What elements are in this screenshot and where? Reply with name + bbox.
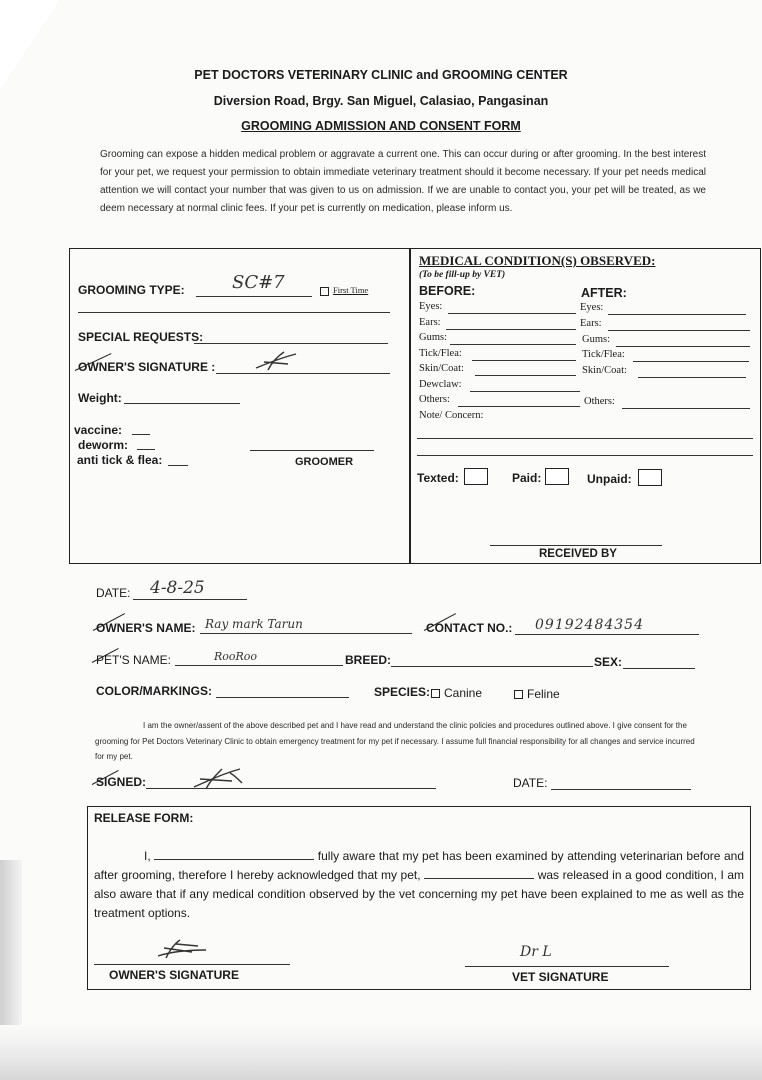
note-field-2[interactable] <box>417 455 753 456</box>
paid-label: Paid: <box>512 471 542 485</box>
release-pet-field[interactable] <box>424 867 534 879</box>
intro-paragraph: Grooming can expose a hidden medical problem or aggravate a current one. This can occur during or after grooming. In the best interest for your pet, we request your permission to obtain immediate veterinary treatment should it become necessary. If your pet needs medical attention we will contact your number that was given to us on admission. If we are unable to contact you, your pet will be treated, as we deem necessary at normal clinic fees. If your pet is currently on medication, please inform us. <box>100 149 706 214</box>
release-paragraph <box>94 847 744 923</box>
received-by-label: RECEIVED BY <box>539 548 617 560</box>
before-others-field[interactable] <box>458 406 580 407</box>
species-label: SPECIES: <box>374 685 431 699</box>
canine-option[interactable] <box>431 686 482 700</box>
before-label: BEFORE: <box>419 284 476 298</box>
feline-label: Feline <box>527 687 560 701</box>
first-time-checkbox[interactable] <box>320 285 368 296</box>
owner-name-field[interactable] <box>200 633 412 634</box>
anti-tick-label: anti tick & flea: <box>77 453 163 467</box>
after-tick-field[interactable] <box>633 361 749 362</box>
groomer-label: GROOMER <box>295 456 354 468</box>
vaccine-label: vaccine: <box>74 423 123 437</box>
sex-label: SEX: <box>594 655 623 669</box>
medical-title: MEDICAL CONDITION(S) OBSERVED: <box>419 253 656 268</box>
grooming-type-field-2[interactable] <box>78 312 390 313</box>
after-tick-label: Tick/Flea: <box>582 349 625 360</box>
before-eyes-label: Eyes: <box>419 301 443 312</box>
special-requests-label: SPECIAL REQUESTS: <box>78 330 204 344</box>
before-others-label: Others: <box>419 394 450 405</box>
after-gums-label: Gums: <box>582 334 611 345</box>
medical-subtitle: (To be fill-up by VET) <box>419 270 506 280</box>
pet-name-field[interactable] <box>175 665 343 666</box>
feline-option[interactable] <box>514 687 560 701</box>
after-skin-label: Skin/Coat: <box>582 365 627 376</box>
signed-date-field[interactable] <box>551 789 691 790</box>
after-eyes-label: Eyes: <box>580 302 604 313</box>
texted-checkbox[interactable] <box>464 468 488 485</box>
release-owner-field[interactable] <box>94 964 290 965</box>
pet-name-value: RooRoo <box>214 650 258 663</box>
after-skin-field[interactable] <box>638 377 746 378</box>
release-name-field[interactable] <box>154 848 314 860</box>
sex-field[interactable] <box>623 668 695 669</box>
contact-field[interactable] <box>515 634 699 635</box>
date-field[interactable] <box>133 599 247 600</box>
before-dewclaw-field[interactable] <box>470 391 580 392</box>
form-title: GROOMING ADMISSION AND CONSENT FORM <box>241 119 521 133</box>
date-value: 4-8-25 <box>150 578 205 598</box>
deworm-label: deworm: <box>78 438 129 452</box>
grooming-type-field[interactable] <box>196 296 312 297</box>
before-skin-label: Skin/Coat: <box>419 363 464 374</box>
after-label: AFTER: <box>581 286 627 300</box>
grooming-type-value: SC#7 <box>232 272 285 293</box>
consent-paragraph: I am the owner/assent of the above described pet and I have read and understand the clinic policies and procedures outlined above. I give consent for the grooming for Pet Doctors Veterinary Clinic to obtain emergency treatment for my pet if necessary. I assume full financial responsibility for all changes and service incurred for my pet. <box>95 721 695 761</box>
deworm-field[interactable] <box>137 449 155 450</box>
after-ears-field[interactable] <box>608 330 750 331</box>
unpaid-checkbox[interactable] <box>638 469 662 486</box>
received-by-field[interactable] <box>490 545 662 546</box>
signed-label: SIGNED: <box>96 775 147 789</box>
after-gums-field[interactable] <box>616 346 750 347</box>
owner-name-value: Ray mark Tarun <box>205 617 303 631</box>
vet-signature-label: VET SIGNATURE <box>512 970 609 984</box>
before-skin-field[interactable] <box>475 375 576 376</box>
before-dewclaw-label: Dewclaw: <box>419 379 462 390</box>
first-time-label: First Time <box>333 285 369 295</box>
breed-label: BREED: <box>345 653 392 667</box>
before-ears-label: Ears: <box>419 317 441 328</box>
before-eyes-field[interactable] <box>448 313 576 314</box>
release-part2: fully aware that my pet has been examined by attending veterinarian before and after grooming, therefore I hereby acknowledged that my pet, <box>94 849 744 882</box>
weight-label: Weight: <box>78 391 122 405</box>
contact-label: CONTACT NO.: <box>426 621 513 635</box>
release-part3: was released in a good condition, I am also aware that if any medical condition observed by the vet concerning my pet have been explained to me as well as the treatment options. <box>94 868 744 920</box>
before-ears-field[interactable] <box>446 329 576 330</box>
owner-signature-field[interactable] <box>216 373 390 374</box>
after-others-label: Others: <box>584 396 615 407</box>
anti-tick-field[interactable] <box>168 465 188 466</box>
before-gums-label: Gums: <box>419 332 448 343</box>
color-markings-label: COLOR/MARKINGS: <box>96 684 212 698</box>
release-owner-signature-label: OWNER'S SIGNATURE <box>109 968 239 982</box>
vet-signature-field[interactable] <box>465 966 669 967</box>
texted-label: Texted: <box>417 471 459 485</box>
scan-bottom-edge <box>0 1025 762 1080</box>
vet-signature-value: Dr L <box>520 944 552 960</box>
before-tick-field[interactable] <box>472 360 576 361</box>
color-markings-field[interactable] <box>216 697 349 698</box>
paid-checkbox[interactable] <box>545 468 569 485</box>
checkbox-icon <box>431 689 440 698</box>
groomer-signature-field[interactable] <box>250 450 374 451</box>
special-requests-field[interactable] <box>194 343 388 344</box>
after-others-field[interactable] <box>622 408 750 409</box>
signed-scribble <box>190 765 246 791</box>
date-label: DATE: <box>96 586 131 600</box>
weight-field[interactable] <box>124 403 240 404</box>
breed-field[interactable] <box>391 666 593 667</box>
after-eyes-field[interactable] <box>608 314 746 315</box>
checkbox-icon <box>320 287 329 296</box>
note-field-1[interactable] <box>417 438 753 439</box>
before-gums-field[interactable] <box>450 344 576 345</box>
unpaid-label: Unpaid: <box>587 472 632 486</box>
before-tick-label: Tick/Flea: <box>419 348 462 359</box>
note-label: Note/ Concern: <box>419 410 484 421</box>
checkbox-icon <box>514 690 523 699</box>
owner-signature-label: OWNER'S SIGNATURE : <box>78 360 216 374</box>
signed-date-label: DATE: <box>513 776 548 790</box>
release-part1: I, <box>144 849 151 863</box>
pet-name-label: PET'S NAME: <box>96 653 171 667</box>
clinic-address: Diversion Road, Brgy. San Miguel, Calasiao, Pangasinan <box>213 94 549 108</box>
contact-value: 09192484354 <box>535 617 644 633</box>
vaccine-field[interactable] <box>132 434 150 435</box>
release-title: RELEASE FORM: <box>94 811 194 825</box>
owner-name-label: OWNER'S NAME: <box>96 621 196 635</box>
release-owner-scribble <box>154 938 210 962</box>
after-ears-label: Ears: <box>580 318 602 329</box>
owner-signature-scribble <box>254 350 300 374</box>
clinic-name: PET DOCTORS VETERINARY CLINIC and GROOMING CENTER <box>194 68 568 82</box>
grooming-type-label: GROOMING TYPE: <box>78 283 185 297</box>
canine-label: Canine <box>444 686 483 700</box>
